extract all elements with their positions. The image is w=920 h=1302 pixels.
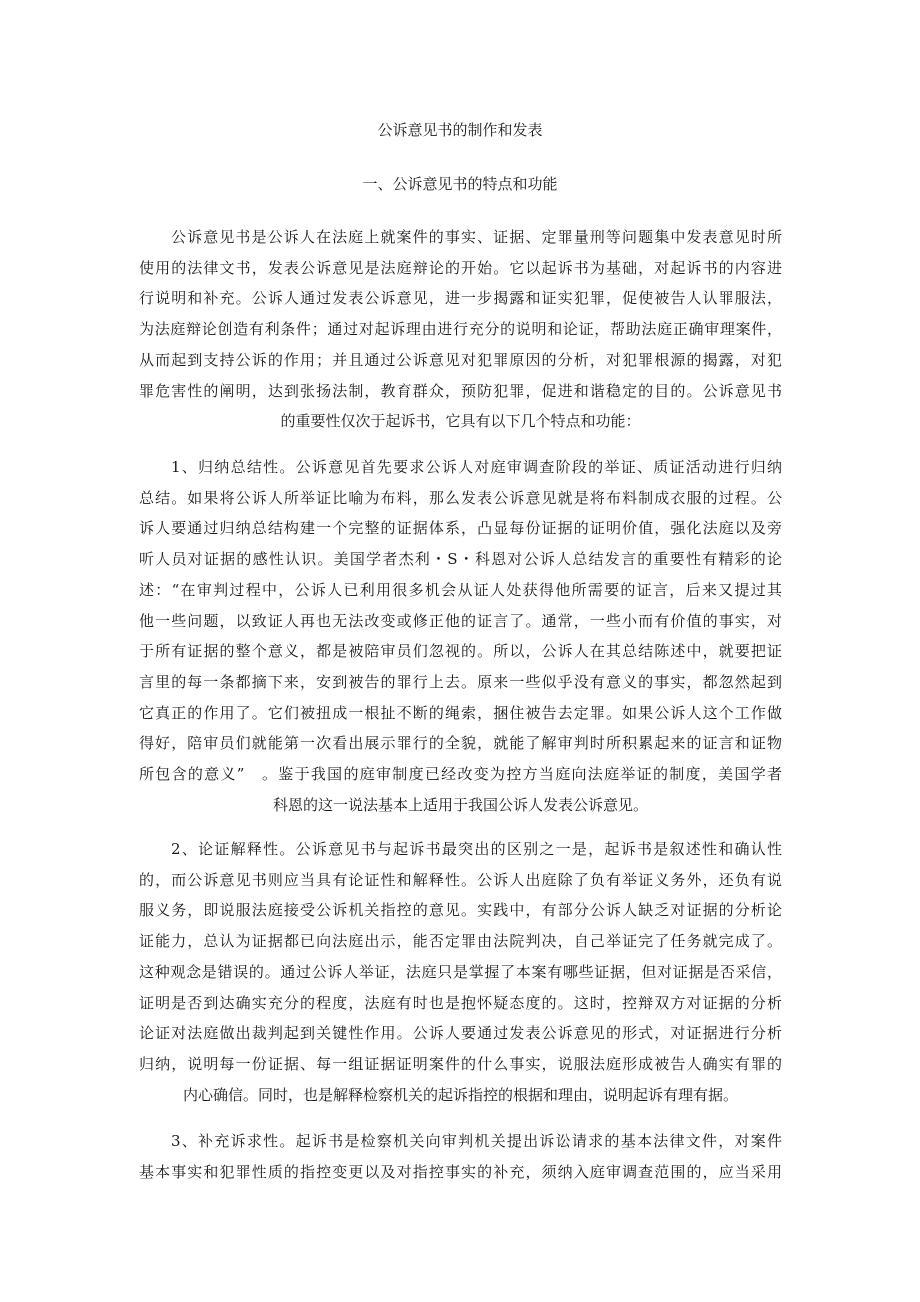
paragraph-line: 1、归纳总结性。公诉意见首先要求公诉人对庭审调查阶段的举证、质证活动进行归纳 bbox=[171, 458, 782, 476]
paragraph-line: 得好，陪审员们就能第一次看出展示罪行的全貌，就能了解审判时所积累起来的证言和证物 bbox=[139, 734, 782, 753]
paragraph-line: 内心确信。同时，也是解释检察机关的起诉指控的根据和理由，说明起诉有理有据。 bbox=[182, 1085, 738, 1104]
paragraph-point-1 bbox=[139, 452, 782, 820]
paragraph-line: 基本事实和犯罪性质的指控变更以及对指控事实的补充，须纳入庭审调查范围的，应当采用 bbox=[139, 1162, 782, 1181]
paragraph-point-3 bbox=[139, 1126, 782, 1187]
paragraph-line: 它真正的作用了。它们被扭成一根扯不断的绳索，捆住被告去定罪。如果公诉人这个工作做 bbox=[139, 703, 782, 722]
paragraph-line: 行说明和补充。公诉人通过发表公诉意见，进一步揭露和证实犯罪，促使被告人认罪服法， bbox=[139, 289, 782, 308]
paragraph-line: 归纳，说明每一份证据、每一组证据证明案件的什么事实，说服法庭形成被告人确实有罪的 bbox=[139, 1054, 782, 1073]
paragraph-line: 论证对法庭做出裁判起到关键性作用。公诉人要通过发表公诉意见的形式，对证据进行分析 bbox=[139, 1024, 782, 1043]
paragraph-line: 的重要性仅次于起诉书，它具有以下几个特点和功能： bbox=[280, 412, 641, 431]
paragraph-line: 服义务，即说服法庭接受公诉机关指控的意见。实践中，有部分公诉人缺乏对证据的分析论 bbox=[139, 901, 782, 920]
paragraph-line: 罪危害性的阐明，达到张扬法制，教育群众，预防犯罪，促进和谐稳定的目的。公诉意见书 bbox=[139, 381, 782, 400]
paragraph-intro bbox=[139, 222, 782, 437]
paragraph-line: 3、补充诉求性。起诉书是检察机关向审判机关提出诉讼请求的基本法律文件，对案件 bbox=[171, 1132, 782, 1150]
paragraph-point-2 bbox=[139, 834, 782, 1110]
paragraph-line: 所包含的意义” 。鉴于我国的庭审制度已经改变为控方当庭向法庭举证的制度，美国学者 bbox=[139, 765, 782, 784]
paragraph-line: 2、论证解释性。公诉意见书与起诉书最突出的区别之一是，起诉书是叙述性和确认性 bbox=[171, 840, 782, 858]
paragraph-line: 证明是否到达确实充分的程度，法庭有时也是抱怀疑态度的。这时，控辩双方对证据的分析 bbox=[139, 993, 782, 1012]
paragraph-line: 他一些问题，以致证人再也无法改变或修正他的证言了。通常，一些小而有价值的事实，对 bbox=[139, 611, 782, 630]
paragraph-line: 公诉意见书是公诉人在法庭上就案件的事实、证据、定罪量刑等问题集中发表意见时所 bbox=[171, 228, 782, 246]
document-title: 公诉意见书的制作和发表 bbox=[377, 121, 543, 139]
paragraph-line: 证能力，总认为证据都已向法庭出示，能否定罪由法院判决，自己举证完了任务就完成了。 bbox=[139, 932, 782, 951]
paragraph-line: 从而起到支持公诉的作用；并且通过公诉意见对犯罪原因的分析，对犯罪根源的揭露，对犯 bbox=[139, 350, 782, 369]
paragraph-line: 使用的法律文书，发表公诉意见是法庭辩论的开始。它以起诉书为基础，对起诉书的内容进 bbox=[139, 258, 782, 277]
paragraph-line: 为法庭辩论创造有利条件；通过对起诉理由进行充分的说明和论证，帮助法庭正确审理案件， bbox=[139, 320, 782, 339]
paragraph-line: 听人员对证据的感性认识。美国学者杰利・S・科恩对公诉人总结发言的重要性有精彩的论 bbox=[139, 550, 782, 569]
paragraph-line: 述：“在审判过程中，公诉人已利用很多机会从证人处获得他所需要的证言，后来又提过其 bbox=[139, 580, 782, 599]
paragraph-line: 总结。如果将公诉人所举证比喻为布料，那么发表公诉意见就是将布料制成衣服的过程。公 bbox=[139, 488, 782, 507]
paragraph-line: 科恩的这一说法基本上适用于我国公诉人发表公诉意见。 bbox=[272, 795, 648, 814]
paragraph-line: 于所有证据的整个意义，都是被陪审员们忽视的。所以，公诉人在其总结陈述中，就要把证 bbox=[139, 642, 782, 661]
paragraph-line: 诉人要通过归纳总结构建一个完整的证据体系，凸显每份证据的证明价值，强化法庭以及旁 bbox=[139, 519, 782, 538]
section-heading: 一、公诉意见书的特点和功能 bbox=[362, 175, 558, 193]
paragraph-line: 的，而公诉意见书则应当具有论证性和解释性。公诉人出庭除了负有举证义务外，还负有说 bbox=[139, 870, 782, 889]
paragraph-line: 这种观念是错误的。通过公诉人举证，法庭只是掌握了本案有哪些证据，但对证据是否采信， bbox=[139, 962, 782, 981]
paragraph-line: 言里的每一条都摘下来，安到被告的罪行上去。原来一些似乎没有意义的事实，都忽然起到 bbox=[139, 672, 782, 691]
